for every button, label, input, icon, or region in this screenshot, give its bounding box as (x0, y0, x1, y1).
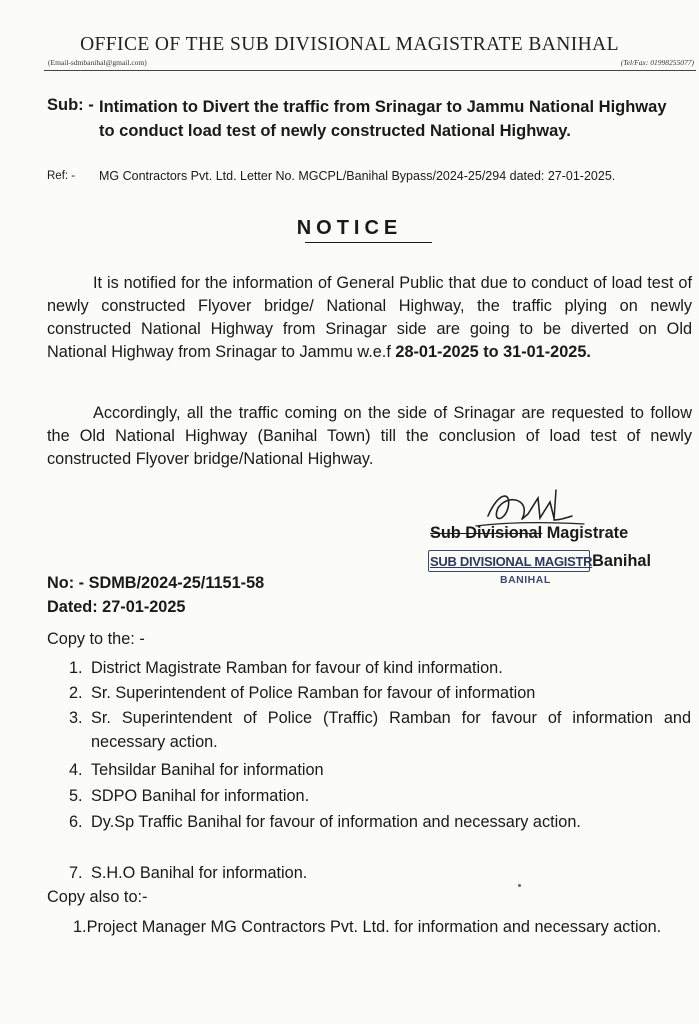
item-number: 3. (69, 709, 83, 727)
item-number: 7. (69, 864, 83, 882)
office-heading: OFFICE OF THE SUB DIVISIONAL MAGISTRATE BANIHAL (80, 34, 619, 55)
stamp-subtext: BANIHAL (500, 574, 551, 586)
copy-to-item (69, 784, 691, 808)
copy-also-heading: Copy also to:- (47, 888, 148, 906)
signatory-title (430, 524, 628, 543)
copy-to-item (69, 706, 691, 754)
subject-text: Intimation to Divert the traffic from Srinagar to Jammu National Highway to conduct load test of newly constructed National Highway. (99, 98, 667, 140)
ink-speck (518, 884, 521, 887)
copy-to-item (69, 758, 691, 782)
reference-label: Ref: - (47, 170, 76, 182)
notice-title-underline (305, 242, 432, 243)
signatory-location: Banihal (592, 552, 651, 570)
item-text: S.H.O Banihal for information. (91, 864, 308, 882)
order-date: Dated: 27-01-2025 (47, 598, 186, 616)
stamp-line (430, 552, 651, 571)
signatory-title-rest: Magistrate (542, 524, 629, 542)
item-number: 6. (69, 813, 83, 831)
subject-label: Sub: - (47, 96, 94, 114)
reference-text: MG Contractors Pvt. Ltd. Letter No. MGCPL/Banihal Bypass/2024-25/294 dated: 27-01-2025. (99, 169, 616, 183)
order-number: No: - SDMB/2024-25/1151-58 (47, 574, 265, 592)
notice-title: NOTICE (296, 217, 403, 239)
copy-to-item (69, 861, 691, 885)
copy-to-heading: Copy to the: - (47, 630, 145, 648)
diversion-dates: 28-01-2025 to 31-01-2025. (395, 343, 591, 361)
office-email: (Email-sdmbanihal@gmail.com) (48, 58, 147, 67)
item-text: Tehsildar Banihal for information (91, 761, 324, 779)
signatory-title-struck: Sub Divisional (430, 524, 543, 542)
paragraph-2-text: Accordingly, all the traffic coming on the side of Srinagar are requested to follow the Old National Highway (Banihal Town) till the conclusion of load test of newly constructed Flyover bridge/National Highway. (47, 404, 692, 468)
copy-to-item (69, 681, 691, 705)
item-number: 5. (69, 787, 83, 805)
item-number: 2. (69, 684, 83, 702)
copy-also-item: 1.Project Manager MG Contractors Pvt. Ltd. for information and necessary action. (73, 918, 662, 936)
item-text: Dy.Sp Traffic Banihal for favour of information and necessary action. (91, 813, 581, 831)
official-stamp-text: SUB DIVISIONAL MAGISTR (430, 554, 593, 569)
office-telephone: (Tel/Fax: 01998255077) (620, 58, 694, 67)
contact-row (48, 58, 694, 70)
item-number: 1. (69, 659, 83, 677)
header-rule (44, 70, 696, 71)
notice-paragraph-2 (47, 402, 692, 471)
item-number: 4. (69, 761, 83, 779)
item-text: Sr. Superintendent of Police (Traffic) Ramban for favour of information and necessary action. (91, 709, 691, 751)
notice-paragraph-1 (47, 272, 692, 364)
paragraph-1-text: It is notified for the information of General Public that due to conduct of load test of newly constructed Flyover bridge/ National Highway, the traffic plying on newly constructed National Highway from Srinagar side are going to be diverted on Old National Highway from Srinagar to Jammu w.e.f (47, 274, 692, 361)
copy-to-item (69, 810, 691, 834)
item-text: District Magistrate Ramban for favour of kind information. (91, 659, 503, 677)
copy-to-item (69, 656, 691, 680)
item-text: SDPO Banihal for information. (91, 787, 310, 805)
item-text: Sr. Superintendent of Police Ramban for favour of information (91, 684, 536, 702)
